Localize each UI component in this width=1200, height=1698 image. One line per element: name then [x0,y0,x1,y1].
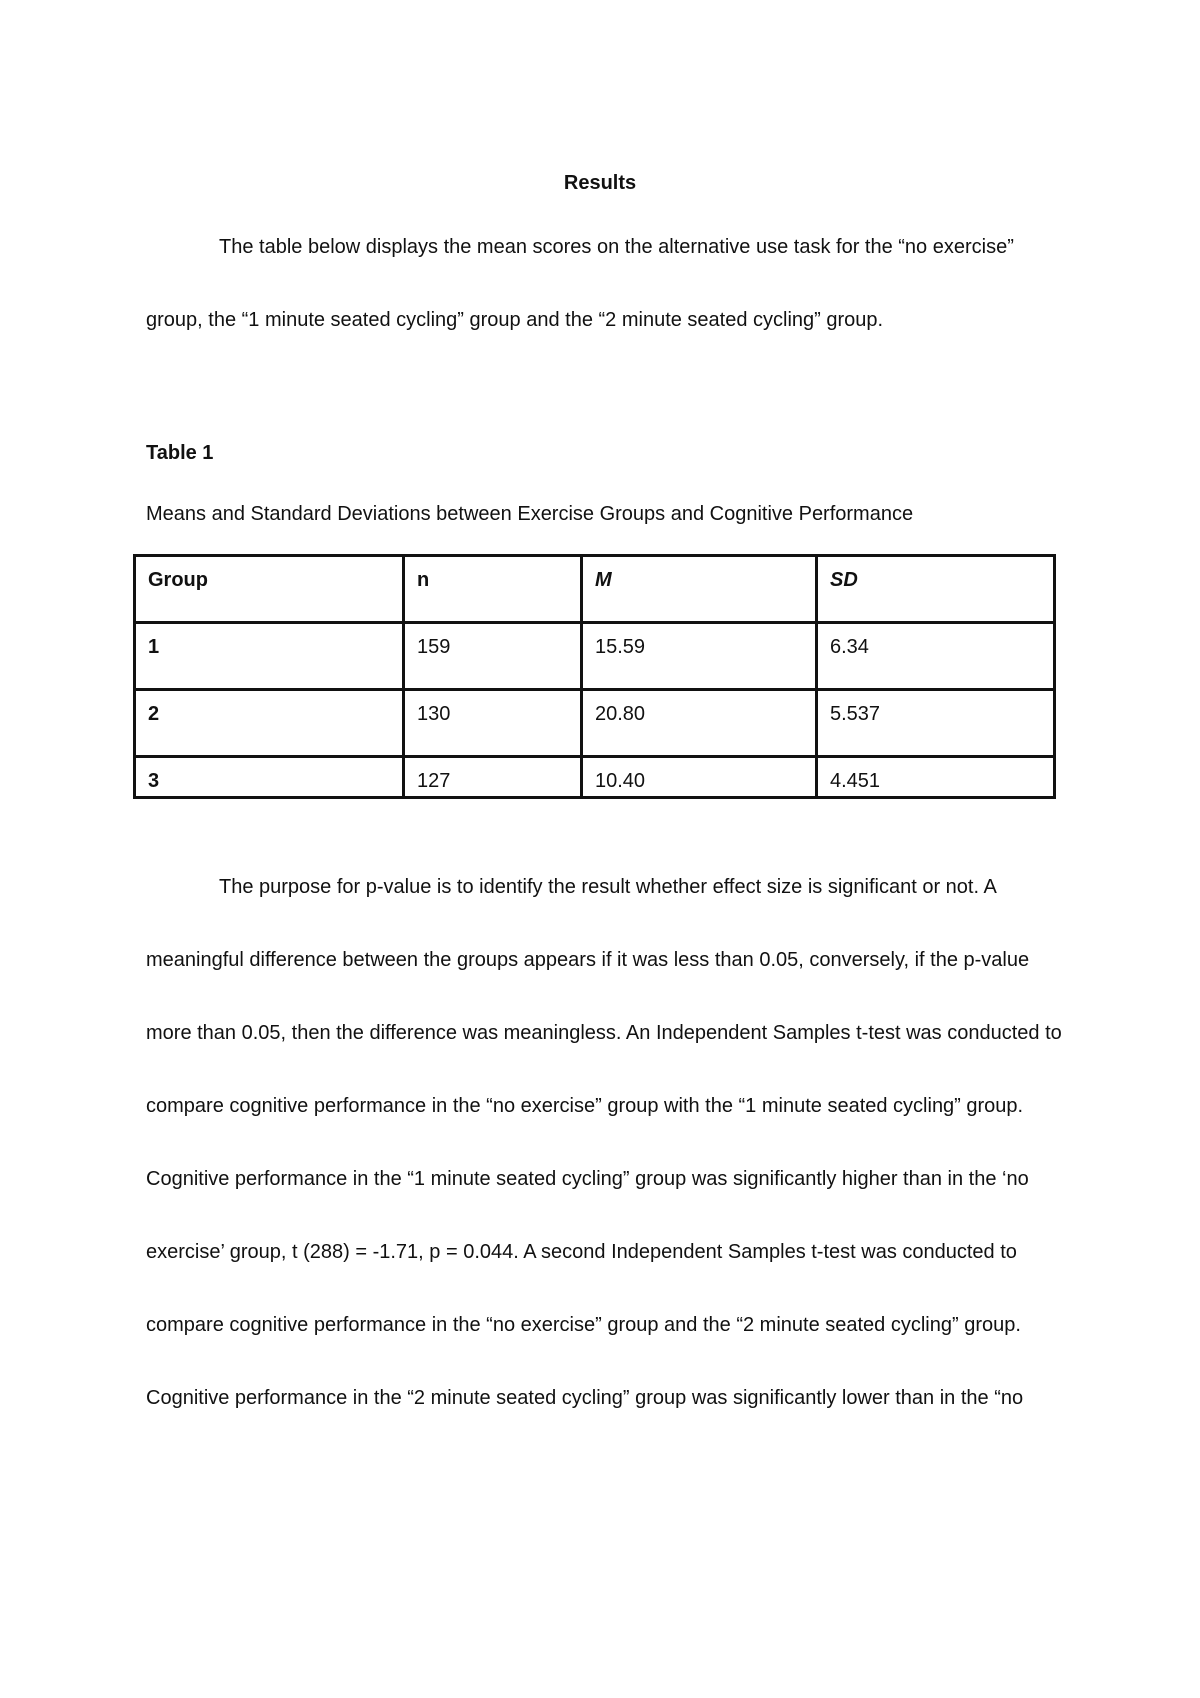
cell-sd: 6.34 [817,623,1055,690]
cell-n: 159 [404,623,582,690]
table-header-row [135,556,1055,623]
cell-group: 3 [135,757,404,798]
table-caption: Means and Standard Deviations between Exercise Groups and Cognitive Performance [146,503,914,525]
section-heading: Results [563,172,637,194]
cell-group: 2 [135,690,404,757]
intro-paragraph: The table below displays the mean scores on the alternative use task for the “no exercise” group, the “1 minute seated cycling” group and the “2 minute seated cycling” group. [146,236,1014,331]
analysis-paragraph: The purpose for p-value is to identify the result whether effect size is significant or not. A meaningful difference between the groups appears if it was less than 0.05, conversely, if the p-value more than 0.05, then the difference was meaningless. An Independent Samples t-test was conducted to compare cognitive performance in the “no exercise” group with the “1 minute seated cycling” group. Cognitive performance in the “1 minute seated cycling” group was significantly higher than in the ‘no exercise’ group, t (288) = -1.71, p = 0.044. A second Independent Samples t-test was conducted to compare cognitive performance in the “no exercise” group and the “2 minute seated cycling” group. Cognitive performance in the “2 minute seated cycling” group was significantly lower than in the “no [146,876,1062,1409]
results-table [133,554,1056,799]
cell-sd: 5.537 [817,690,1055,757]
cell-group: 1 [135,623,404,690]
header-group: Group [135,556,404,623]
cell-n: 127 [404,757,582,798]
table-row [135,623,1055,690]
header-mean: M [582,556,817,623]
header-sd: SD [817,556,1055,623]
table-row [135,757,1055,798]
table-row [135,690,1055,757]
header-n: n [404,556,582,623]
cell-mean: 15.59 [582,623,817,690]
cell-mean: 20.80 [582,690,817,757]
table-label: Table 1 [146,442,214,464]
cell-n: 130 [404,690,582,757]
cell-mean: 10.40 [582,757,817,798]
cell-sd: 4.451 [817,757,1055,798]
